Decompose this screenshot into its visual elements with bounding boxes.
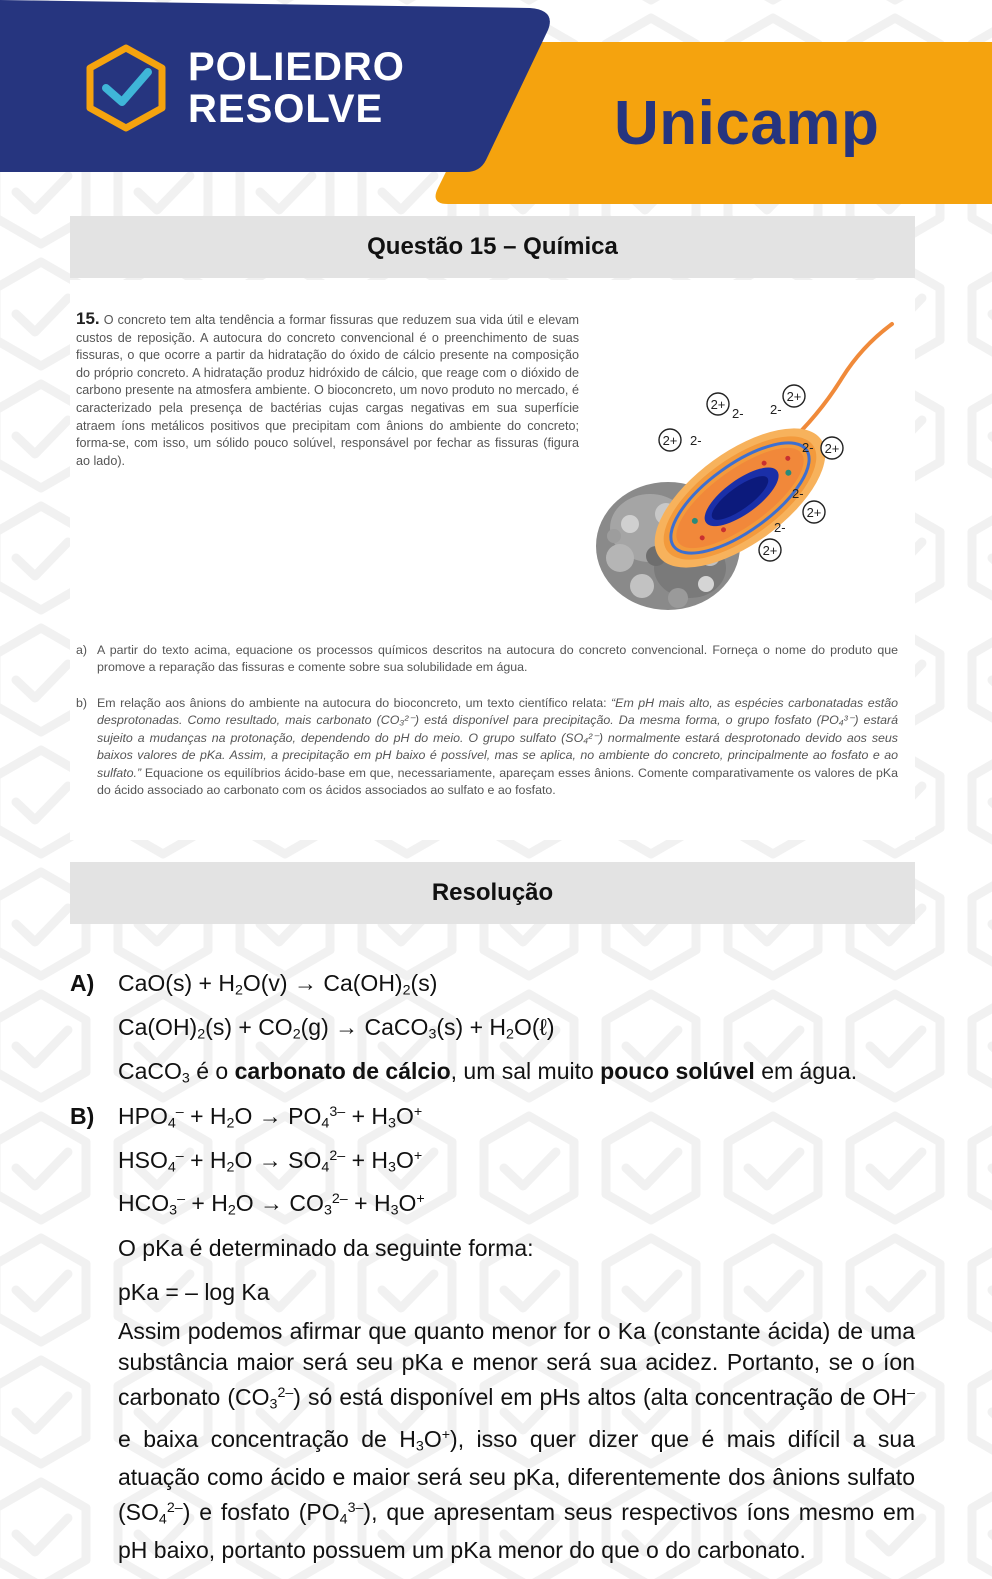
anion-label-2: 2- xyxy=(770,402,782,417)
item-b-quote: “Em pH mais alto, as espécies carbonatadas estão desprotonadas. Como resultado, mais carbonato (CO₃²⁻) está disponível para precipitação. Da mesma forma, o grupo fosfato (PO₄³⁻) estará sujeito a mudanças na protonação, dependendo do pH do meio. O grupo sulfato (SO₄²⁻) normalmente estará desprotonado devido aos seus baixos valores de pKa. Assim, a precipitação em pH baixo é possível, mas se aplica, no ambiente do concreto, principalmente ao fosfato e ao sulfato.” xyxy=(97,696,899,780)
question-number: 15. xyxy=(76,309,100,328)
answer-b-label: B) xyxy=(70,1103,95,1129)
cation-label-3 xyxy=(659,429,681,451)
cation-label-1 xyxy=(707,393,729,415)
item-a-label: a) xyxy=(76,643,88,657)
equation-b1: $HPO_4^- + H_2O \to PO_4^{3-} + H_3O^+$ xyxy=(118,1103,423,1132)
item-b-label: b) xyxy=(76,696,88,710)
brand-name xyxy=(188,46,405,130)
item-b-text-2: Equacione os equilíbrios ácido-base em que, necessariamente, apareçam esses ânions. Comente comparativamente os valores de pKa do ácido associado ao carbonato com os ácidos associados ao sulfato e ao fosfato. xyxy=(97,765,898,798)
answer-a-label: A) xyxy=(70,970,95,996)
anion-label-3: 2- xyxy=(690,433,702,448)
equation-a2: $Ca(OH)_2(s) + CO_2(g)$ → CaCO$_3$(s) + $H_2O(\ell)$ xyxy=(118,1014,555,1043)
question-item-a xyxy=(76,642,898,677)
svg-text:2+: 2+ xyxy=(806,505,822,520)
cation-label-6 xyxy=(759,539,781,561)
svg-text:2+: 2+ xyxy=(762,543,778,558)
anion-label-6: 2- xyxy=(774,520,786,535)
anion-label-4: 2- xyxy=(802,440,814,455)
question-intro-text: O concreto tem alta tendência a formar fissuras que reduzem sua vida útil e elevam custos de reposição. A autocura do concreto convencional é o preenchimento de suas fissuras, o que ocorre a partir da hidratação do óxido de cálcio presente na composição do próprio concreto. A hidratação produz hidróxido de cálcio, que reage com o dióxido de carbono presente na atmosfera ambiente. O bioconcreto, um novo produto no mercado, é caracterizado pela presença de bactérias cujas cargas negativas em sua superfície atraem íons metálicos positivos que precipitam com ânions do ambiente do concreto; forma-se, com isso, um sólido pouco solúvel, responsável por fechar as fissuras (figura ao lado). xyxy=(76,313,580,468)
answer-b-explanation: Assim podemos afirmar que quanto menor for o Ka (constante ácida) de uma substância maior será seu pKa e menor será sua acidez. Portanto, se o íon carbonato $(CO_3^{2-})$ só está disponível em pHs altos (alta concentração de OH– e baixa concentração de $H_3O^+$), isso quer dizer que é mais difícil a sua atuação como ácido e maior será seu pKa, diferentemente dos ânions sulfato $(SO_4^{2-})$ e fosfato $(PO_4^{3-})$, que apresentam seus respectivos íons mesmo em pH baixo, portanto possuem um pKa menor do que o do carbonato. xyxy=(118,1318,915,1563)
cation-label-4 xyxy=(821,437,843,459)
answer-a-text: CaCO$_3$ é o carbonato de cálcio, um sal muito pouco solúvel em água. xyxy=(118,1058,858,1087)
item-a-text: A partir do texto acima, equacione os processos químicos descritos na autocura do concreto convencional. Forneça o nome do produto que promove a reparação das fissuras e comente sobre sua solubilidade em água. xyxy=(97,643,898,675)
item-b-text xyxy=(97,695,898,799)
cation-label-2 xyxy=(783,385,805,407)
equation-a1: $CaO(s) + H_2O(v) \to Ca(OH)_2(s)$ xyxy=(118,970,438,999)
equation-b2: $HSO_4^- + H_2O \to SO_4^{2-} + H_3O^+$ xyxy=(118,1147,423,1176)
brand-line-2: RESOLVE xyxy=(188,87,384,131)
svg-text:2+: 2+ xyxy=(710,397,726,412)
svg-text:2+: 2+ xyxy=(786,389,802,404)
resolution-title-bar: Resolução xyxy=(70,862,915,924)
question-intro xyxy=(76,310,579,470)
pka-formula: pKa = – log Ka xyxy=(118,1279,270,1305)
bacteria-concrete-figure xyxy=(590,318,902,618)
svg-text:2+: 2+ xyxy=(662,433,678,448)
item-b-text-1: Em relação aos ânions do ambiente na autocura do bioconcreto, um texto científico relata: xyxy=(97,696,612,710)
question-title-bar: Questão 15 – Química xyxy=(70,216,915,278)
question-item-b xyxy=(76,695,898,799)
university-name: Unicamp xyxy=(614,89,880,158)
svg-text:2+: 2+ xyxy=(824,441,840,456)
equation-b3: $HCO_3^- + H_2O \to CO_3^{2-} + H_3O^+$ xyxy=(118,1190,425,1219)
pka-intro: O pKa é determinado da seguinte forma: xyxy=(118,1235,534,1261)
poliedro-check-logo-icon xyxy=(82,42,170,134)
cation-label-5 xyxy=(803,501,825,523)
anion-label-5: 2- xyxy=(792,486,804,501)
anion-label-1: 2- xyxy=(732,406,744,421)
brand-line-1: POLIEDRO xyxy=(188,45,405,89)
